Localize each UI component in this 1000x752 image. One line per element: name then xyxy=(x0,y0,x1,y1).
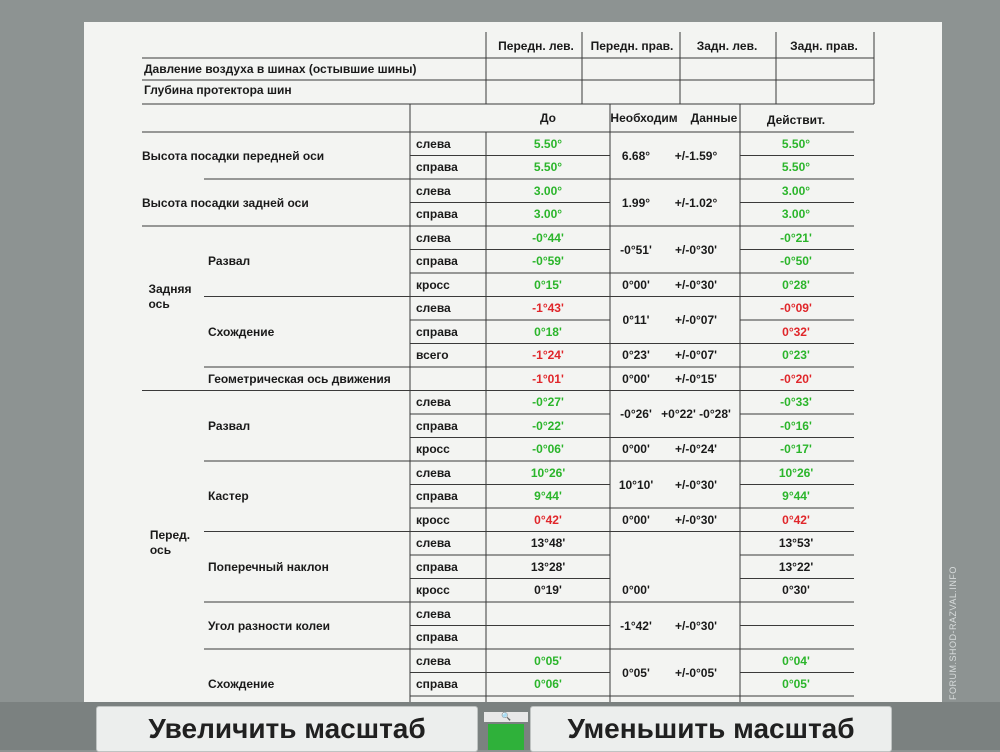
parameter-label: Развал xyxy=(208,418,251,433)
before-value: 5.50° xyxy=(533,136,563,151)
parameter-label: Развал xyxy=(208,254,251,269)
magnifier-icon: 🔍 xyxy=(484,712,528,722)
side-label: справа xyxy=(416,630,458,645)
watermark-text: FORUM.SHOD-RAZVAL.INFO xyxy=(948,566,958,700)
rear-axle-label: Задняя ось xyxy=(148,281,192,311)
actual-value: 0°23' xyxy=(782,348,810,363)
parameter-label: Схождение xyxy=(208,677,275,692)
side-label: слева xyxy=(416,136,451,151)
zoom-status-indicator xyxy=(488,724,524,750)
front-axle-label: Перед. ось xyxy=(149,528,191,558)
side-label: справа xyxy=(416,160,458,175)
parameter-label: Схождение xyxy=(208,324,275,339)
zoom-in-button[interactable]: Увеличить масштаб xyxy=(96,706,478,752)
tolerance-value: +/-0°07' xyxy=(674,313,718,327)
before-value: 3.00° xyxy=(533,183,563,198)
tolerance-value: +/-0°05' xyxy=(674,665,718,680)
before-value: 13°28' xyxy=(530,559,566,574)
nominal-value: -0°51' xyxy=(620,242,652,257)
tread-depth-label: Глубина протектора шин xyxy=(144,83,292,97)
before-value: 9°44' xyxy=(534,489,562,504)
before-value: 0°15' xyxy=(534,277,562,292)
actual-value: 5.50° xyxy=(781,136,811,151)
before-value: 0°05' xyxy=(534,653,562,668)
side-label: слева xyxy=(416,606,451,621)
side-label: всего xyxy=(416,348,449,363)
actual-value: 9°44' xyxy=(782,489,810,504)
tolerance-value: +/-0°30' xyxy=(674,277,718,292)
actual-value: 0°04' xyxy=(782,653,810,668)
actual-value: 10°26' xyxy=(778,465,814,480)
nominal-value: 6.68° xyxy=(621,148,651,163)
actual-value: 13°53' xyxy=(778,536,814,551)
nominal-value: 0°23' xyxy=(622,348,650,363)
parameter-label: Геометрическая ось движения xyxy=(208,371,391,386)
before-value: -1°01' xyxy=(532,371,564,386)
side-label: справа xyxy=(416,677,458,692)
report-sheet xyxy=(84,22,942,702)
nominal-value: 0°00' xyxy=(622,512,650,527)
side-label: слева xyxy=(416,536,451,551)
before-value: -0°22' xyxy=(532,418,564,433)
side-label: кросс xyxy=(416,277,450,292)
wheel-column-header: Передн. прав. xyxy=(590,39,674,53)
actual-value: -0°09' xyxy=(780,301,812,316)
parameter-label: Высота посадки передней оси xyxy=(142,148,325,163)
actual-value: 5.50° xyxy=(781,160,811,175)
nominal-value: 1.99° xyxy=(621,195,651,210)
actual-value: -0°50' xyxy=(780,254,812,269)
actual-value: 13°22' xyxy=(778,559,814,574)
before-value: 0°42' xyxy=(534,512,562,527)
side-label: справа xyxy=(416,324,458,339)
actual-value: 3.00° xyxy=(781,207,811,222)
before-value: -0°27' xyxy=(532,395,564,410)
before-value: 0°19' xyxy=(534,583,562,598)
nominal-value: 0°00' xyxy=(622,442,650,457)
parameter-label: Поперечный наклон xyxy=(208,559,329,574)
before-value: -1°24' xyxy=(532,348,564,363)
side-label: кросс xyxy=(416,442,450,457)
side-label: справа xyxy=(416,254,458,269)
nominal-value: -1°42' xyxy=(620,618,652,633)
wheel-column-header: Передн. лев. xyxy=(498,39,574,53)
side-label: слева xyxy=(416,301,451,316)
parameter-label: Высота посадки задней оси xyxy=(142,195,309,210)
tolerance-value: +/-0°24' xyxy=(674,442,718,457)
tolerance-value: +/-0°30' xyxy=(674,512,718,527)
side-label: справа xyxy=(416,418,458,433)
before-value: 3.00° xyxy=(533,207,563,222)
before-value: -1°43' xyxy=(532,301,564,316)
required-column-header: Необходим xyxy=(610,111,678,125)
nominal-value: -0°26' xyxy=(620,407,652,421)
before-column-header: До xyxy=(539,111,557,125)
tolerance-value: +/-1.59° xyxy=(674,148,718,163)
tire-pressure-label: Давление воздуха в шинах (остывшие шины) xyxy=(144,62,417,76)
before-value: -0°44' xyxy=(532,230,564,245)
actual-column-header: Действит. xyxy=(766,113,826,127)
actual-value: -0°20' xyxy=(780,371,812,386)
before-value: -0°59' xyxy=(532,254,564,269)
side-label: слева xyxy=(416,230,451,245)
tolerance-value: +/-0°30' xyxy=(674,477,718,492)
actual-value: 0°32' xyxy=(782,324,810,339)
before-value: 13°48' xyxy=(530,536,566,551)
nominal-value: 10°10' xyxy=(618,477,654,492)
side-label: слева xyxy=(416,395,451,410)
actual-value: 0°05' xyxy=(782,677,810,692)
wheel-column-header: Задн. лев. xyxy=(696,39,758,53)
side-label: кросс xyxy=(416,512,450,527)
actual-value: 3.00° xyxy=(781,183,811,198)
nominal-value: 0°00' xyxy=(622,371,650,386)
before-value: 10°26' xyxy=(530,465,566,480)
nominal-value: 0°00' xyxy=(622,583,650,598)
before-value: 0°18' xyxy=(534,324,562,339)
tolerance-value: +/-0°15' xyxy=(674,371,718,386)
actual-value: 0°30' xyxy=(782,583,810,598)
tolerance-value: +/-0°30' xyxy=(674,618,718,633)
side-label: справа xyxy=(416,207,458,222)
side-label: кросс xyxy=(416,583,450,598)
tolerance-value: +/-1.02° xyxy=(674,195,718,210)
side-label: слева xyxy=(416,465,451,480)
actual-value: -0°16' xyxy=(780,418,812,433)
actual-value: -0°21' xyxy=(780,230,812,245)
nominal-value: 0°05' xyxy=(622,665,650,680)
side-label: слева xyxy=(416,653,451,668)
wheel-column-header: Задн. прав. xyxy=(790,39,858,53)
before-value: 5.50° xyxy=(533,160,563,175)
nominal-value: 0°11' xyxy=(622,313,650,327)
side-label: справа xyxy=(416,489,458,504)
actual-value: 0°42' xyxy=(782,512,810,527)
parameter-label: Кастер xyxy=(208,489,249,504)
actual-value: -0°17' xyxy=(780,442,812,457)
actual-value: 0°28' xyxy=(782,277,810,292)
before-value: 0°06' xyxy=(534,677,562,692)
side-label: слева xyxy=(416,183,451,198)
actual-value: -0°33' xyxy=(780,395,812,410)
tolerance-value: +/-0°30' xyxy=(674,242,718,257)
tolerance-value: +0°22' -0°28' xyxy=(661,407,731,421)
nominal-value: 0°00' xyxy=(622,277,650,292)
before-value: -0°06' xyxy=(532,442,564,457)
side-label: справа xyxy=(416,559,458,574)
parameter-label: Угол разности колеи xyxy=(208,618,331,633)
zoom-out-button[interactable]: Уменьшить масштаб xyxy=(530,706,892,752)
data-column-header: Данные xyxy=(690,111,738,125)
zoom-indicator-box xyxy=(484,712,528,750)
tolerance-value: +/-0°07' xyxy=(674,348,718,363)
